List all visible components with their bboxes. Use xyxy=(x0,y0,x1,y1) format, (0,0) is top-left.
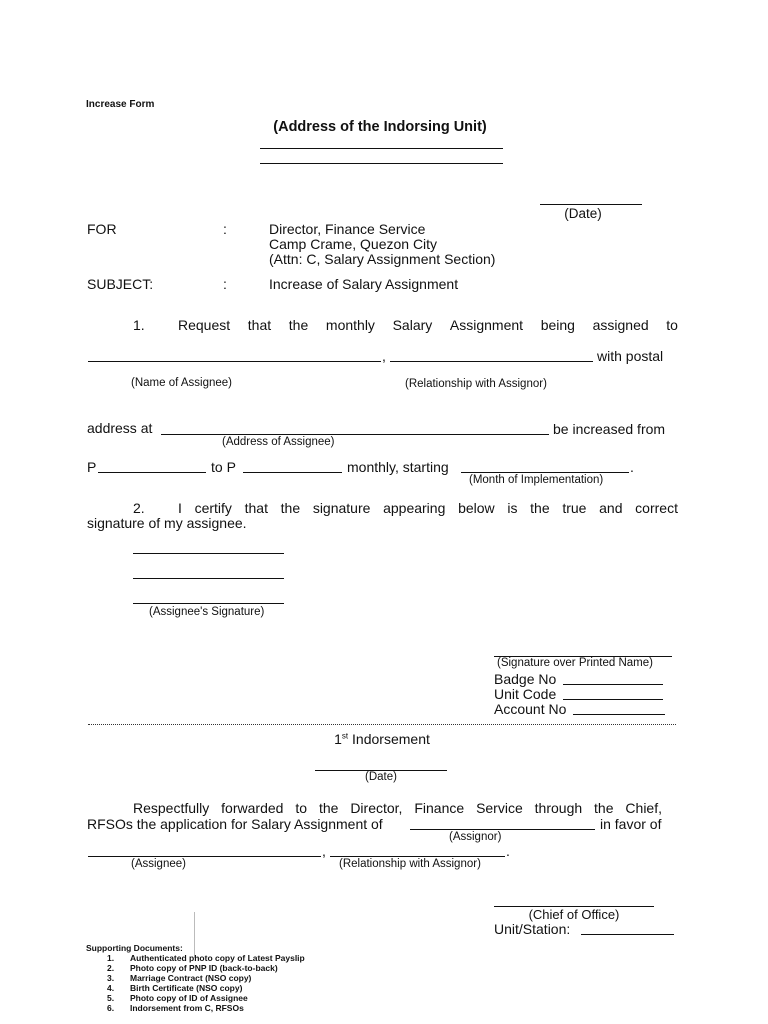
from-amount-field[interactable] xyxy=(98,472,206,473)
indorsement-word: Indorsement xyxy=(348,731,430,747)
word: through xyxy=(534,800,583,816)
address-line-1[interactable] xyxy=(260,148,503,149)
with-postal-text: with postal xyxy=(597,348,664,364)
address-of-assignee-field[interactable] xyxy=(161,434,549,435)
paragraph-1-line-1 xyxy=(178,317,678,333)
rfsos-text: RFSOs the application for Salary Assignment of xyxy=(87,816,383,832)
header-title: (Address of the Indorsing Unit) xyxy=(273,119,487,135)
assignor-field[interactable] xyxy=(410,829,595,830)
address-of-assignee-label: (Address of Assignee) xyxy=(222,436,335,448)
date-line[interactable] xyxy=(540,204,642,205)
subject-text: Increase of Salary Assignment xyxy=(269,276,459,292)
list-item-text: Marriage Contract (NSO copy) xyxy=(130,973,252,983)
in-favor-of-text: in favor of xyxy=(600,816,662,832)
word: the xyxy=(594,800,614,816)
word: Assignment xyxy=(449,317,524,333)
word: signature xyxy=(312,500,371,516)
word: correct xyxy=(635,500,678,516)
word: Request xyxy=(178,317,231,333)
relationship-label-2: (Relationship with Assignor) xyxy=(339,858,481,870)
paragraph-2-line-2: signature of my assignee. xyxy=(87,515,247,531)
period: . xyxy=(630,459,634,475)
address-line-2[interactable] xyxy=(260,163,503,164)
word: I xyxy=(178,500,182,516)
assignee-signature-line-2[interactable] xyxy=(133,578,284,579)
for-colon: : xyxy=(223,221,227,237)
badge-no-field[interactable] xyxy=(563,684,663,685)
list-item: 6. Indorsement from C, RFSOs xyxy=(107,1003,244,1013)
word: monthly xyxy=(325,317,375,333)
name-of-assignee-label: (Name of Assignee) xyxy=(131,377,232,389)
list-item: 2. Photo copy of PNP ID (back-to-back) xyxy=(107,963,278,973)
word: the xyxy=(288,317,309,333)
chief-of-office-label: (Chief of Office) xyxy=(528,907,620,922)
unit-station-field[interactable] xyxy=(581,934,674,935)
list-item-text: Birth Certificate (NSO copy) xyxy=(130,983,243,993)
relationship-label: (Relationship with Assignor) xyxy=(405,378,547,390)
indorsement-date-label: (Date) xyxy=(365,771,397,783)
word: certify xyxy=(194,500,232,516)
dotted-separator xyxy=(88,724,676,725)
form-type-label: Increase Form xyxy=(86,99,155,110)
date-label: (Date) xyxy=(564,206,602,221)
word: Director, xyxy=(350,800,403,816)
word: below xyxy=(458,500,495,516)
period: . xyxy=(506,843,510,859)
list-item: 5. Photo copy of ID of Assignee xyxy=(107,993,248,1003)
word: to xyxy=(666,317,678,333)
word: the xyxy=(280,500,301,516)
word: to xyxy=(295,800,308,816)
word: assigned xyxy=(592,317,649,333)
word: is xyxy=(507,500,518,516)
indorsement-ordinal: st xyxy=(341,731,349,741)
list-item-text: Photo copy of PNP ID (back-to-back) xyxy=(130,963,278,973)
word: appearing xyxy=(383,500,446,516)
word: that xyxy=(247,317,272,333)
month-of-implementation-field[interactable] xyxy=(461,472,629,473)
indorsement-title xyxy=(282,731,482,747)
paragraph-1-number: 1. xyxy=(133,317,145,333)
word: Respectfully xyxy=(133,800,210,816)
assignee-field[interactable] xyxy=(88,856,321,857)
word: Chief, xyxy=(625,800,662,816)
month-of-implementation-label: (Month of Implementation) xyxy=(469,474,604,486)
comma: , xyxy=(382,348,386,364)
list-item: 4. Birth Certificate (NSO copy) xyxy=(107,983,243,993)
supporting-documents xyxy=(86,943,305,1013)
p-label: P xyxy=(87,459,97,475)
for-line-1: Director, Finance Service xyxy=(269,221,426,237)
account-no-field[interactable] xyxy=(573,714,665,715)
word: the xyxy=(318,800,339,816)
for-line-3: (Attn: C, Salary Assignment Section) xyxy=(269,251,496,267)
subject-label: SUBJECT: xyxy=(87,276,154,292)
list-item: 3. Marriage Contract (NSO copy) xyxy=(107,973,252,983)
paragraph-2-number: 2. xyxy=(133,500,145,516)
word: Service xyxy=(476,800,523,816)
to-p-label: to P xyxy=(211,459,236,475)
word: that xyxy=(244,500,268,516)
for-label: FOR xyxy=(87,221,117,237)
list-item-text: Indorsement from C, RFSOs xyxy=(130,1003,244,1013)
word: Salary xyxy=(392,317,433,333)
to-amount-field[interactable] xyxy=(243,472,342,473)
word: true xyxy=(562,500,587,516)
unit-code-label: Unit Code xyxy=(494,686,557,702)
word: being xyxy=(540,317,575,333)
comma: , xyxy=(322,843,326,859)
be-increased-from-text: be increased from xyxy=(553,421,666,437)
unit-station-label: Unit/Station: xyxy=(494,921,571,937)
for-line-2: Camp Crame, Quezon City xyxy=(269,236,438,252)
indorsement-line-1 xyxy=(133,800,662,816)
supporting-documents-title: Supporting Documents: xyxy=(86,943,183,953)
assignee-signature-line-1[interactable] xyxy=(133,553,284,554)
monthly-starting-text: monthly, starting xyxy=(347,459,449,475)
assignor-label: (Assignor) xyxy=(449,831,502,843)
relationship-field[interactable] xyxy=(390,361,593,362)
relationship-field-2[interactable] xyxy=(330,856,505,857)
word: Finance xyxy=(414,800,465,816)
list-item-text: Photo copy of ID of Assignee xyxy=(130,993,248,1003)
assignee-label: (Assignee) xyxy=(131,858,186,870)
list-item-text: Authenticated photo copy of Latest Payslip xyxy=(130,953,305,963)
badge-no-label: Badge No xyxy=(494,671,557,687)
subject-colon: : xyxy=(223,276,227,292)
assignee-signature-label: (Assignee's Signature) xyxy=(149,606,265,618)
word: forwarded xyxy=(221,800,284,816)
account-no-label: Account No xyxy=(494,701,567,717)
address-at-text: address at xyxy=(87,420,153,436)
list-item: 1. Authenticated photo copy of Latest Payslip xyxy=(107,953,305,963)
word: the xyxy=(530,500,550,516)
word: and xyxy=(599,500,623,516)
unit-code-field[interactable] xyxy=(563,699,663,700)
indorsement-number: 1 xyxy=(334,731,342,747)
assignee-signature-line-3[interactable] xyxy=(133,603,284,604)
signature-over-printed-name-label: (Signature over Printed Name) xyxy=(497,657,653,669)
paragraph-2-line-1 xyxy=(178,500,678,516)
name-of-assignee-field[interactable] xyxy=(88,361,381,362)
